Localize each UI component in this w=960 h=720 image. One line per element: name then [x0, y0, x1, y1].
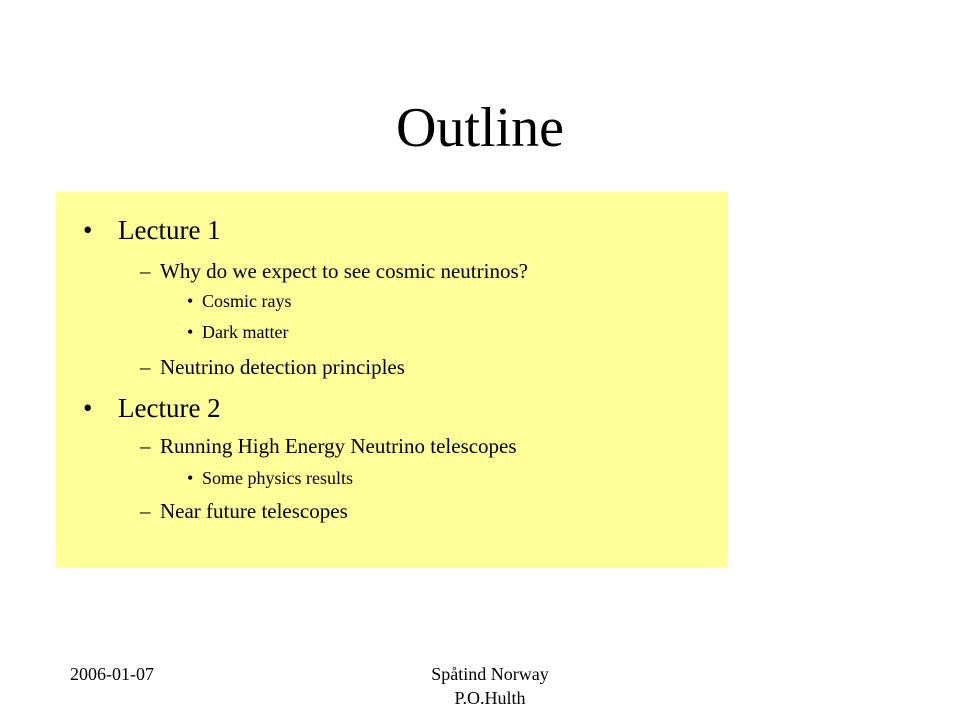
- footer-date: 2006-01-07: [70, 664, 154, 684]
- dash-marker: –: [140, 434, 151, 458]
- dash-marker: –: [140, 259, 151, 283]
- outline-item-lecture-1: Lecture 1: [118, 215, 221, 245]
- outline-box: [56, 192, 728, 568]
- outline-subitem: Why do we expect to see cosmic neutrinos?: [160, 259, 528, 283]
- bullet-marker: •: [83, 215, 93, 245]
- bullet-marker: •: [187, 291, 194, 311]
- footer-author: P.O.Hulth: [454, 688, 526, 708]
- dash-marker: –: [140, 355, 151, 379]
- outline-subsubitem: Cosmic rays: [202, 291, 292, 311]
- bullet-marker: •: [83, 393, 93, 423]
- outline-subitem: Neutrino detection principles: [160, 355, 405, 379]
- outline-subitem: Near future telescopes: [160, 499, 348, 523]
- outline-item-lecture-2: Lecture 2: [118, 393, 221, 423]
- slide-title: Outline: [396, 97, 564, 159]
- footer-location: Spåtind Norway: [431, 664, 549, 684]
- outline-subsubitem: Some physics results: [202, 468, 353, 488]
- bullet-marker: •: [187, 322, 194, 342]
- dash-marker: –: [140, 499, 151, 523]
- outline-subsubitem: Dark matter: [202, 322, 289, 342]
- outline-subitem: Running High Energy Neutrino telescopes: [160, 434, 517, 458]
- bullet-marker: •: [187, 468, 194, 488]
